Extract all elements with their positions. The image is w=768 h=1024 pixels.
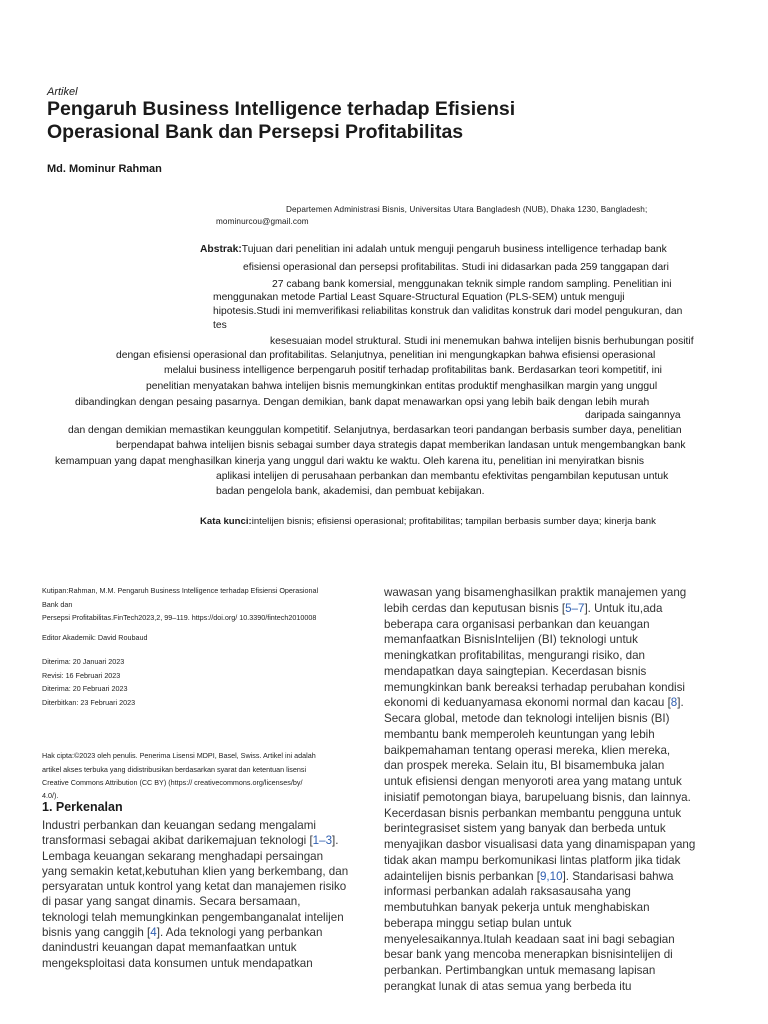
body-line	[384, 932, 695, 948]
abstract-text: Tujuan dari penelitian ini adalah untuk menguji pengaruh business intelligence terhadap bank	[241, 244, 667, 255]
abstract-line-1	[200, 244, 667, 255]
body-line	[384, 743, 695, 759]
body-line	[42, 864, 348, 879]
body-text: mengeksploitasi data konsumen untuk mendapatkan	[42, 956, 313, 970]
body-line	[384, 869, 695, 885]
date-published: Diterbitkan: 23 Februari 2023	[42, 698, 136, 707]
body-text: mendapatkan daya saingtepian. Kecerdasan bisnis	[384, 664, 647, 678]
citation-line-3[interactable]: Persepsi Profitabilitas.FinTech2023,2, 99–119. https://doi.org/ 10.3390/fintech2010008	[42, 613, 317, 622]
body-text: inisiatif pemotongan biaya, barupeluang bisnis, dan lainnya.	[384, 790, 691, 804]
body-text: ]. Untuk itu,ada	[584, 601, 663, 615]
abstract-line-10: penelitian menyatakan bahwa intelijen bisnis memungkinkan entitas produktif menghasilkan margin yang unggul	[146, 381, 658, 392]
body-text: beberapa minggu setiap bulan untuk	[384, 916, 572, 930]
body-text: bisnis yang canggih [	[42, 926, 151, 940]
body-text: besar bank yang mencoba menerapkan bisnisintelijen di	[384, 948, 673, 962]
citation-line-2: Bank dan	[42, 600, 73, 609]
keywords-label: Kata kunci:	[200, 516, 252, 527]
academic-editor: Editor Akademik: David Roubaud	[42, 633, 148, 642]
article-type-label: Artikel	[47, 86, 78, 98]
section-heading: 1. Perkenalan	[42, 800, 123, 814]
body-text: membantu bank memperoleh keuntungan yang lebih	[384, 727, 655, 741]
citation-link[interactable]: 8	[670, 696, 678, 710]
body-line	[384, 884, 695, 900]
body-text: Kecerdasan bisnis perbankan membantu pengguna untuk	[384, 806, 682, 820]
body-text: tidak akan mampu berkomunikasi lintas platform jika tidak	[384, 853, 681, 867]
body-text: beberapa cara organisasi perbankan dan keuangan	[384, 617, 650, 631]
body-text: ]. Standarisasi bahwa	[562, 869, 674, 883]
abstract-line-7: kesesuaian model struktural. Studi ini menemukan bahwa intelijen bisnis berhubungan positif	[270, 336, 694, 347]
body-line	[42, 940, 348, 955]
paper-title-line-1: Pengaruh Business Intelligence terhadap Efisiensi	[47, 98, 516, 120]
abstract-line-8: dengan efisiensi operasional dan profitabilitas. Selanjutnya, penelitian ini mengungkapkan bahwa efisiensi operasional	[116, 350, 656, 361]
body-text: untuk efisiensi dengan menyoroti area yang matang untuk	[384, 775, 682, 788]
body-text: transformasi sebagai akibat darikemajuan teknologi [	[42, 834, 313, 848]
body-text: adaintelijen bisnis perbankan [	[384, 869, 540, 883]
abstract-line-3: 27 cabang bank komersial, menggunakan teknik simple random sampling. Penelitian ini	[272, 279, 672, 290]
abstract-line-4: menggunakan metode Partial Least Square-Structural Equation (PLS-SEM) untuk menguji	[213, 292, 625, 303]
abstract-line-16: aplikasi intelijen di perusahaan perbankan dan membantu efektivitas pengambilan keputusan untuk	[216, 471, 669, 482]
body-line	[384, 790, 695, 806]
body-line	[384, 727, 695, 743]
body-text: Industri perbankan dan keuangan sedang mengalami	[42, 819, 316, 832]
copyright-line-1: Hak cipta:©2023 oleh penulis. Penerima Lisensi MDPI, Basel, Swiss. Artikel ini adalah	[42, 751, 316, 760]
abstract-line-11: dibandingkan dengan pesaing pasarnya. Dengan demikian, bank dapat menawarkan opsi yang lebih baik dengan lebih murah	[75, 397, 650, 408]
body-text: informasi perbankan adalah raksasausaha yang	[384, 885, 631, 899]
abstract-line-2: efisiensi operasional dan persepsi profitabilitas. Studi ini didasarkan pada 259 tanggapan dari	[243, 262, 669, 273]
body-line	[384, 680, 695, 696]
body-line	[384, 806, 695, 822]
body-text: perangkat lunak di atas semua yang berbeda itu	[384, 979, 632, 993]
author-name: Md. Mominur Rahman	[47, 163, 162, 175]
abstract-line-9: melalui business intelligence berpengaruh positif terhadap profitabilitas bank. Berdasarkan teori kompetitif, ini	[164, 365, 662, 376]
body-line	[42, 956, 348, 971]
body-line	[384, 963, 695, 979]
body-text: memanfaatkan BisnisIntelijen (BI) teknologi untuk	[384, 633, 638, 647]
date-revised: Revisi: 16 Februari 2023	[42, 671, 121, 680]
body-text: dan prospek mereka. Selain itu, BI bisamembuka jalan	[384, 759, 665, 773]
right-body-column	[384, 585, 695, 995]
abstract-line-17: badan pengelola bank, akademisi, dan pembuat kebijakan.	[216, 486, 485, 497]
abstract-label: Abstrak:	[200, 244, 242, 255]
citation-link[interactable]: 5–7	[565, 601, 585, 615]
body-line	[384, 900, 695, 916]
citation-link[interactable]: 4	[150, 926, 157, 940]
body-text: menyajikan dasbor visualisasi data yang dinamispapan yang	[384, 838, 696, 851]
body-text: di pasar yang sangat dinamis. Secara bersamaan,	[42, 895, 301, 909]
body-line	[384, 853, 695, 869]
left-body-column	[42, 818, 348, 971]
body-text: Secara global, metode dan teknologi intelijen bisnis (BI)	[384, 712, 670, 725]
abstract-line-12: daripada saingannya	[585, 410, 681, 421]
copyright-line-2: artikel akses terbuka yang didistribusikan berdasarkan syarat dan ketentuan lisensi	[42, 765, 307, 774]
body-text: yang semakin ketat,kebutuhan klien yang berkembang, dan	[42, 864, 349, 878]
body-line	[42, 879, 348, 894]
keywords-text: intelijen bisnis; efisiensi operasional; profitabilitas; tampilan berbasis sumber daya; kinerja bank	[251, 516, 656, 527]
body-text: Lembaga keuangan sekarang menghadapi persaingan	[42, 849, 324, 863]
body-line	[42, 818, 348, 833]
paper-title-line-2: Operasional Bank dan Persepsi Profitabilitas	[47, 121, 464, 143]
body-line	[42, 833, 348, 848]
body-text: teknologi telah memungkinkan pengembanganalat intelijen	[42, 910, 344, 924]
abstract-line-15: kemampuan yang dapat menghasilkan kinerja yang unggul dari waktu ke waktu. Oleh karena itu, penelitian ini menyiratkan bisnis	[55, 456, 644, 467]
body-text: menyelesaikannya.Itulah keadaan saat ini bagi sebagian	[384, 932, 675, 946]
body-text: ]. Ada teknologi yang perbankan	[156, 926, 323, 940]
copyright-line-3[interactable]: Creative Commons Attribution (CC BY) (https:// creativecommons.org/licenses/by/	[42, 778, 303, 787]
body-line	[384, 916, 695, 932]
citation-link[interactable]: 1–3	[312, 834, 333, 848]
author-email[interactable]: mominurcou@gmail.com	[216, 217, 309, 226]
body-line	[384, 664, 695, 680]
abstract-line-6: tes	[213, 320, 227, 331]
author-affiliation: Departemen Administrasi Bisnis, Universitas Utara Bangladesh (NUB), Dhaka 1230, Bangladesh;	[286, 205, 648, 214]
body-line	[384, 837, 695, 853]
citation-line-1: Kutipan:Rahman, M.M. Pengaruh Business Intelligence terhadap Efisiensi Operasional	[42, 586, 319, 595]
keywords	[200, 516, 656, 527]
body-text: memungkinkan bank bereaksi terhadap perubahan kondisi	[384, 680, 685, 694]
abstract-line-5: hipotesis.Studi ini memverifikasi reliabilitas konstruk dan validitas konstruk dari model pengukuran, dan	[213, 306, 683, 317]
body-line	[384, 648, 695, 664]
body-line	[384, 601, 695, 617]
body-line	[384, 947, 695, 963]
body-text: lebih cerdas dan keputusan bisnis [	[384, 601, 566, 615]
copyright-line-4: 4.0/).	[42, 791, 59, 800]
body-line	[384, 695, 695, 711]
body-text: ].	[677, 696, 684, 710]
body-text: perbankan. Pertimbangkan untuk memasang lapisan	[384, 964, 656, 977]
body-line	[42, 849, 348, 864]
abstract-line-14: berpendapat bahwa intelijen bisnis sebagai sumber daya strategis dapat memberikan landasan untuk mengembangkan bank	[116, 440, 686, 451]
body-line	[384, 632, 695, 648]
body-text: persyaratan untuk kontrol yang ketat dan manajemen risiko	[42, 880, 347, 894]
body-text: ].	[332, 834, 339, 848]
body-line	[384, 617, 695, 633]
body-text: membutuhkan banyak pekerja untuk menghabiskan	[384, 901, 650, 914]
date-accepted: Diterima: 20 Februari 2023	[42, 684, 128, 693]
body-text: ekonomi di keduanyamasa ekonomi normal dan kacau [	[384, 696, 671, 710]
abstract-line-13: dan dengan demikian memastikan keunggulan kompetitif. Selanjutnya, berdasarkan teori pandangan berbasis sumber daya, penelitian	[68, 425, 682, 436]
body-line	[384, 821, 695, 837]
body-text: meningkatkan profitabilitas, mengurangi risiko, dan	[384, 649, 646, 662]
body-line	[384, 585, 695, 601]
body-line	[384, 711, 695, 727]
body-line	[42, 925, 348, 940]
body-text: baikpemahaman tentang operasi mereka, klien mereka,	[384, 743, 671, 757]
body-text: wawasan yang bisamenghasilkan praktik manajemen yang	[384, 586, 687, 599]
date-received: Diterima: 20 Januari 2023	[42, 657, 125, 666]
body-line	[384, 774, 695, 790]
body-line	[384, 758, 695, 774]
body-text: danindustri keuangan dapat memanfaatkan untuk	[42, 941, 297, 955]
body-line	[42, 894, 348, 909]
citation-link[interactable]: 9,10	[539, 869, 563, 883]
body-line	[384, 979, 695, 995]
body-line	[42, 910, 348, 925]
body-text: berintegrasiset sistem yang banyak dan berbeda untuk	[384, 822, 666, 836]
